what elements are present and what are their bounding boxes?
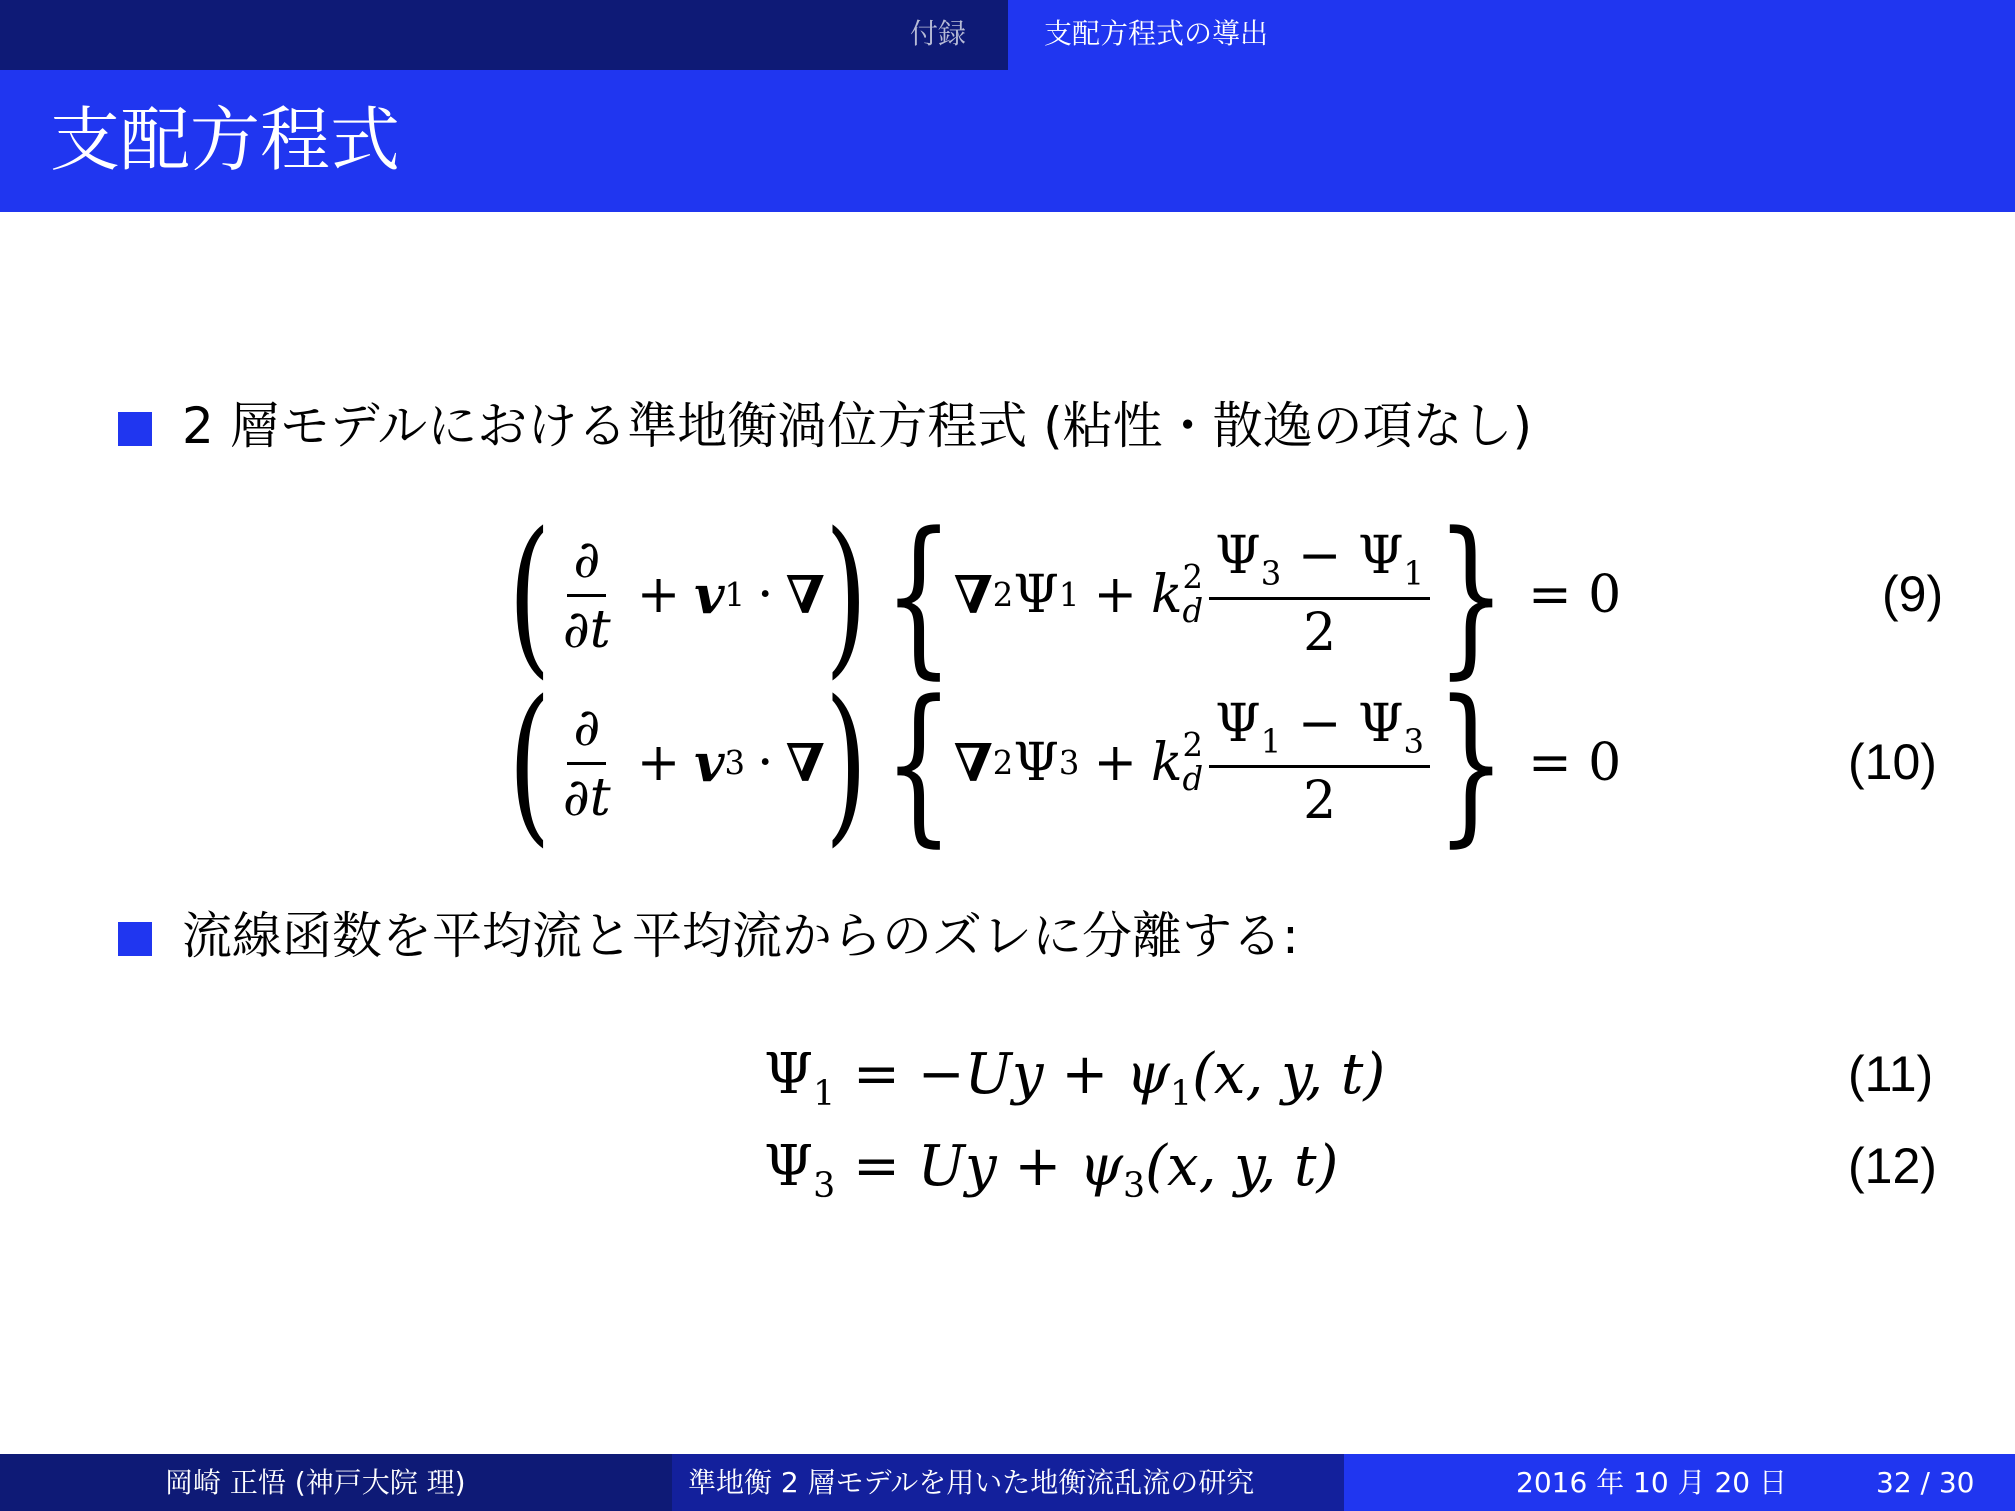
psi-difference-fraction [1209,526,1430,664]
streamfunction-subscript: 3 [813,1166,836,1207]
equals-sign: = [853,1134,918,1199]
right-paren: ) [824,495,868,695]
dot-operator: · [757,733,774,793]
frac-numerator: ∂ [567,701,606,765]
psi-difference-fraction [1209,694,1430,832]
frac-denominator: 2 [1303,771,1337,832]
footer-author: 岡崎 正悟 (神戸大院 理) [165,1466,466,1499]
psi-b-subscript: 3 [1403,722,1425,761]
wavenumber-subscript: d [1182,760,1204,798]
wavenumber-subscript: d [1182,592,1204,630]
footer-page-number: 32 / 30 [1876,1466,1975,1499]
velocity-subscript: 3 [724,744,746,782]
frac-denominator: ∂t [562,599,611,660]
plus-sign: + [636,565,681,625]
equation-12 [764,1132,1338,1221]
psi-b: Ψ [1357,526,1404,587]
wavenumber-power: 2 [1182,558,1204,597]
psi-a-subscript: 3 [1260,554,1282,593]
nav-section-current[interactable]: 支配方程式の導出 [1008,0,2015,70]
streamfunction-symbol: Ψ [1013,733,1059,793]
equation-number-9: (9) [1882,566,1944,622]
mean-flow-term: Uy [964,1042,1044,1107]
footer-presentation-title: 準地衡 2 層モデルを用いた地衡流乱流の研究 [688,1466,1255,1499]
wavenumber-symbol: k [1151,733,1183,793]
right-brace: } [1436,663,1507,863]
plus-sign: + [1093,733,1138,793]
left-brace: { [883,663,954,863]
equation-number-11: (11) [1848,1046,1934,1102]
left-paren: ( [508,663,551,863]
frac-denominator: ∂t [562,767,611,828]
plus-sign: + [1043,1042,1127,1107]
perturbation-symbol: ψ [1079,1134,1124,1199]
wavenumber-power: 2 [1182,726,1204,765]
equals-zero: = 0 [1528,733,1622,793]
footer-date: 2016 年 10 月 20 日 [1516,1466,1788,1499]
psi-a: Ψ [1215,694,1261,755]
velocity-symbol: v [694,732,725,794]
nabla-symbol: ∇ [785,564,825,626]
partial-derivative [557,697,617,828]
footer-bar [0,1454,2015,1511]
equation-9 [508,495,1622,695]
bullet-text-1: 2 層モデルにおける準地衡渦位方程式 (粘性・散逸の項なし) [182,397,1533,455]
psi-b-subscript: 1 [1403,554,1425,593]
right-brace: } [1436,495,1507,695]
equation-number-12: (12) [1848,1138,1937,1194]
equals-zero: = 0 [1528,565,1622,625]
plus-sign: + [1093,565,1138,625]
equation-10 [508,663,1622,863]
right-paren: ) [824,663,868,863]
perturbation-subscript: 3 [1123,1166,1146,1207]
streamfunction-subscript: 1 [813,1074,836,1115]
psi-b: Ψ [1357,694,1404,755]
laplacian-power: 2 [992,576,1014,614]
minus-sign: − [1297,526,1342,587]
psi-a: Ψ [1215,526,1261,587]
section-nav-bar [0,0,2015,70]
wavenumber-symbol: k [1151,565,1183,625]
streamfunction-subscript: 3 [1058,744,1080,782]
left-paren: ( [508,495,551,695]
partial-derivative [557,529,617,660]
velocity-symbol: v [694,564,725,626]
streamfunction-subscript: 1 [1058,576,1080,614]
footer-author-segment [0,1454,672,1511]
frac-numerator [1209,694,1430,768]
function-arguments: (x, y, t) [1145,1134,1339,1199]
frac-numerator: ∂ [567,533,606,597]
equation-number-10: (10) [1848,734,1937,790]
equals-sign: = − [853,1042,965,1107]
frac-numerator [1209,526,1430,600]
slide-title: 支配方程式 [50,99,400,181]
plus-sign: + [996,1134,1080,1199]
slide-title-bar [0,70,2015,212]
bullet-text-2: 流線函数を平均流と平均流からのズレに分離する: [182,907,1299,965]
streamfunction-symbol: Ψ [764,1042,814,1107]
laplacian-symbol: ∇ [953,732,993,794]
function-arguments: (x, y, t) [1192,1042,1386,1107]
perturbation-symbol: ψ [1126,1042,1170,1107]
nabla-symbol: ∇ [785,732,825,794]
plus-sign: + [636,733,681,793]
dot-operator: · [757,565,774,625]
footer-date-segment [1344,1454,2015,1511]
bullet-marker [118,922,152,956]
footer-title-segment [672,1454,1344,1511]
mean-flow-term: Uy [917,1134,997,1199]
bullet-marker [118,412,152,446]
psi-a-subscript: 1 [1260,722,1282,761]
minus-sign: − [1297,694,1342,755]
nav-section-appendix[interactable]: 付録 [910,17,967,50]
perturbation-subscript: 1 [1169,1074,1193,1115]
velocity-subscript: 1 [724,576,746,614]
streamfunction-symbol: Ψ [1013,565,1059,625]
streamfunction-symbol: Ψ [764,1134,814,1199]
laplacian-symbol: ∇ [953,564,993,626]
laplacian-power: 2 [992,744,1014,782]
left-brace: { [883,495,954,695]
equation-11 [764,1040,1385,1129]
frac-denominator: 2 [1303,603,1337,664]
